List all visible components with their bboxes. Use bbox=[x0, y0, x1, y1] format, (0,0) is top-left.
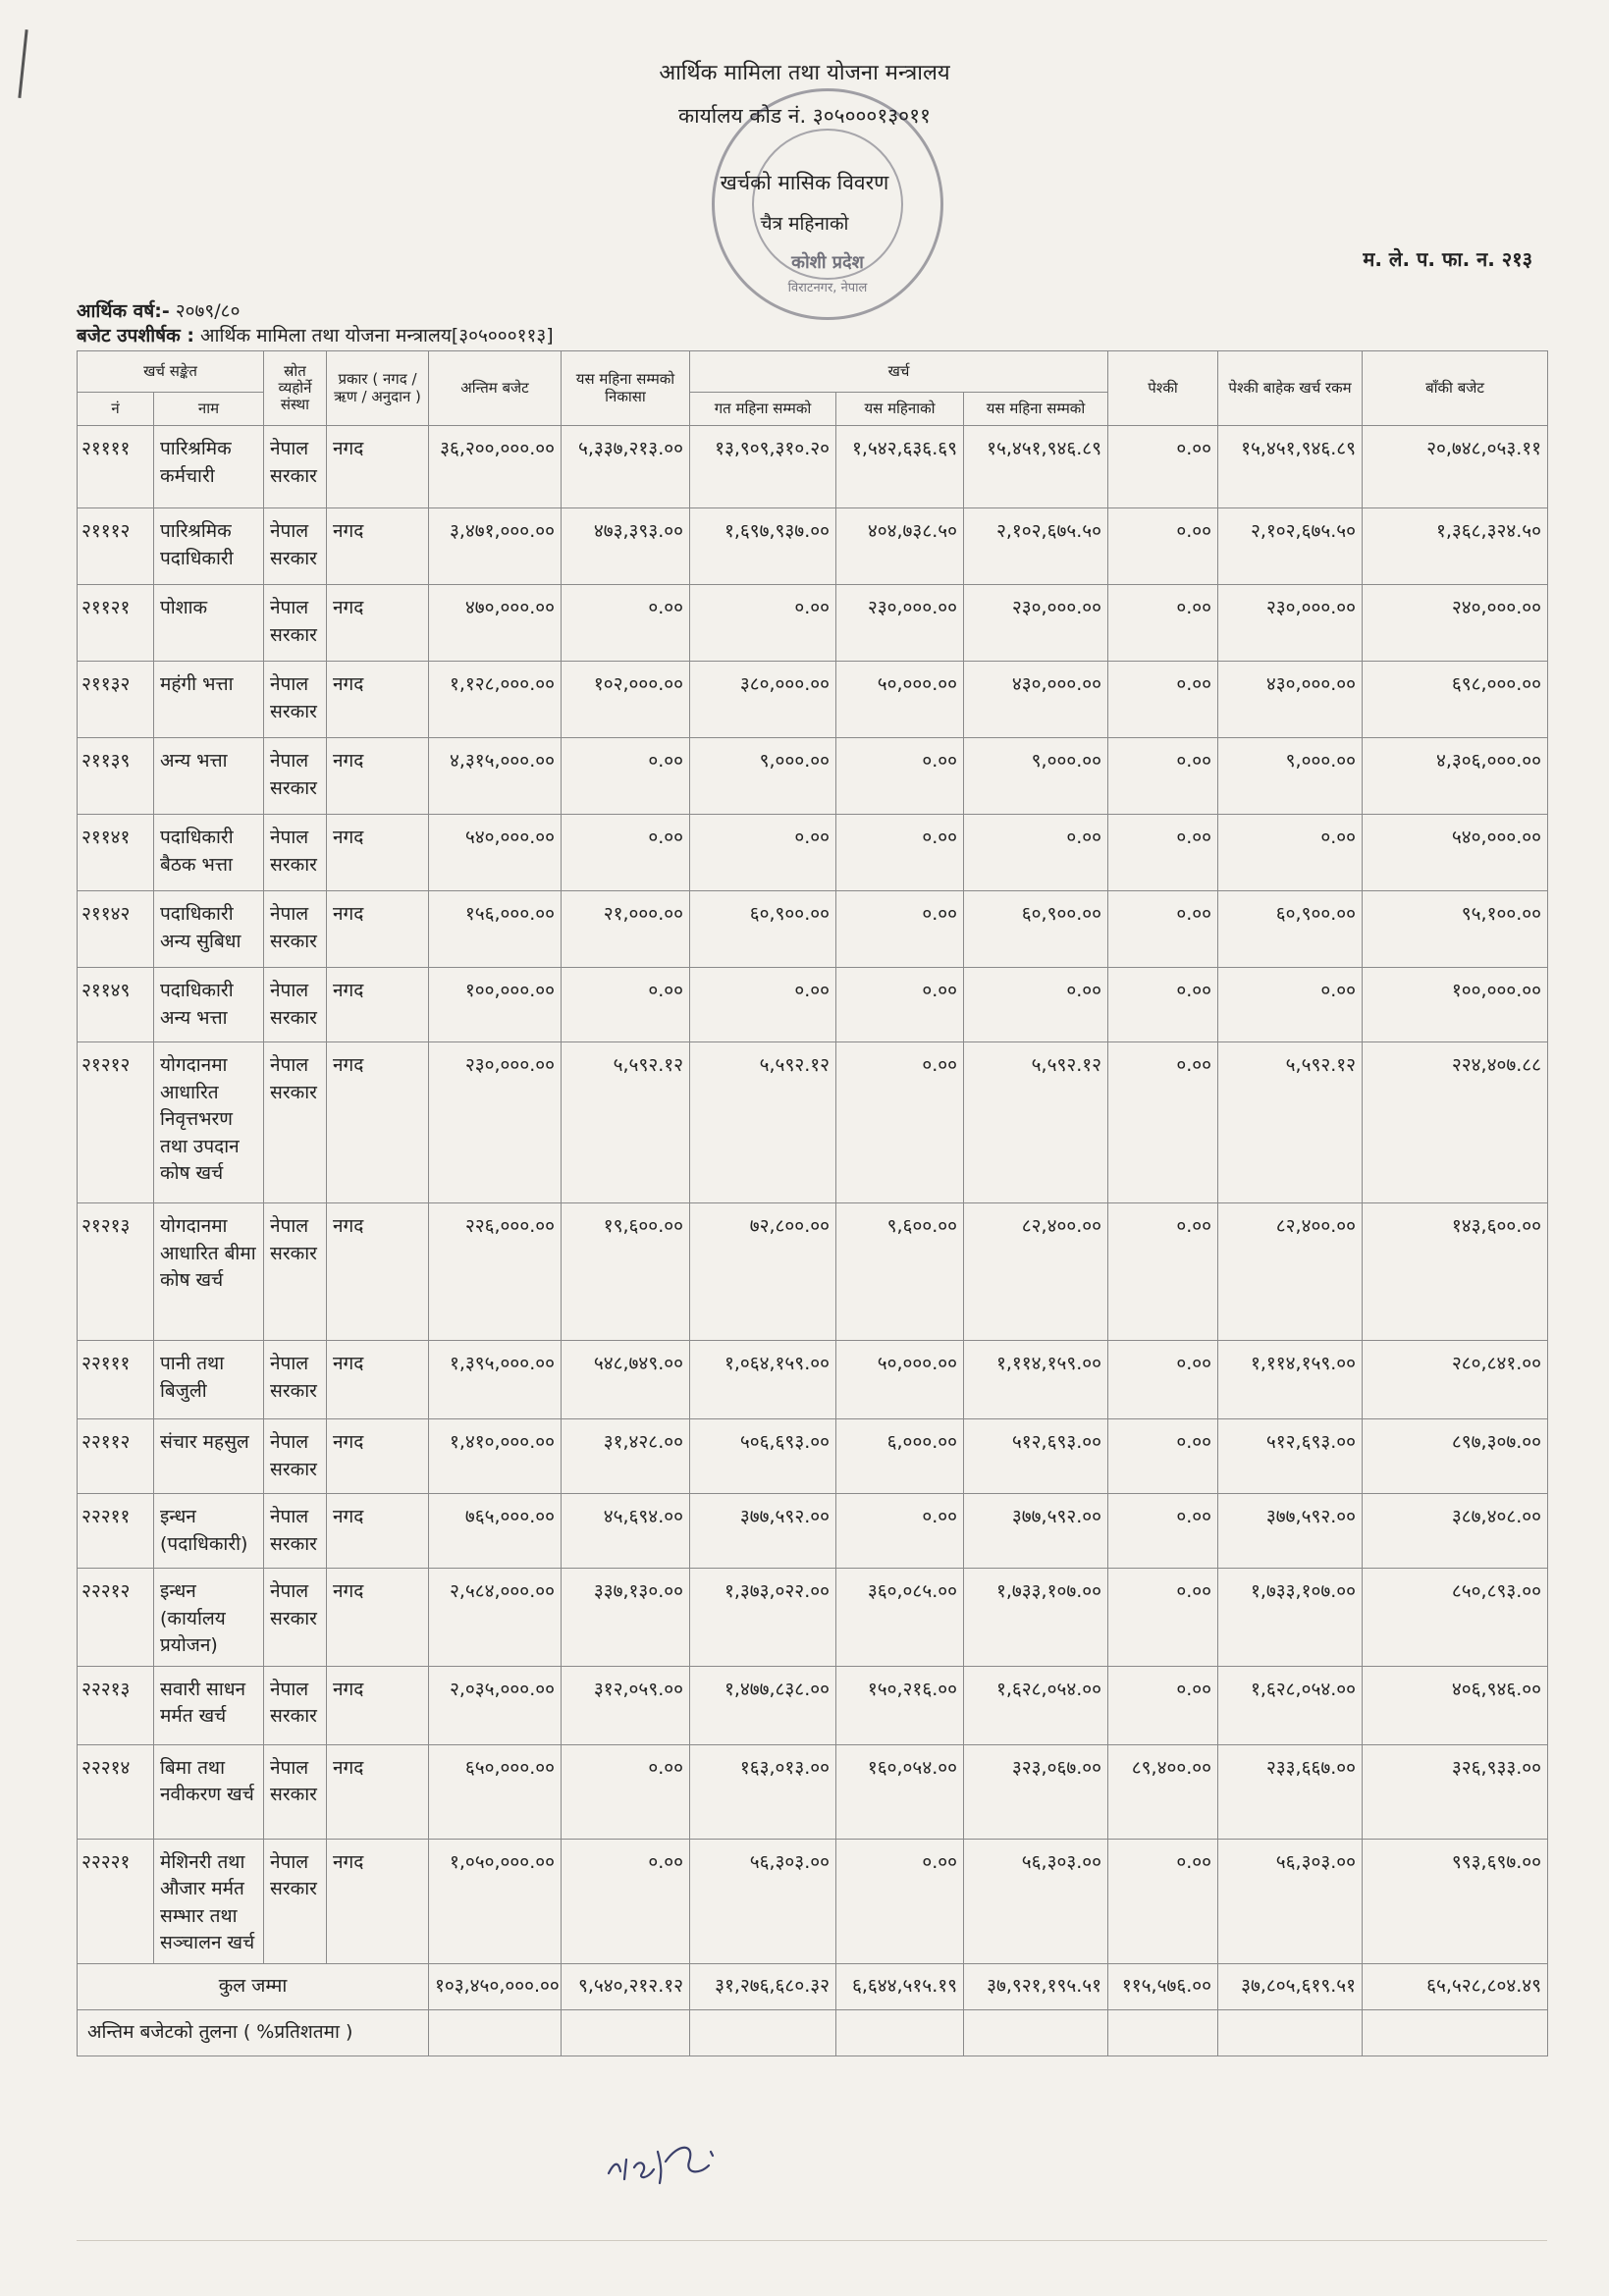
table-row bbox=[78, 1569, 1548, 1667]
row-advance: ०.०० bbox=[1108, 662, 1218, 738]
col-expense-head: खर्च सङ्केत bbox=[78, 351, 264, 393]
row-remaining: ८९७,३०७.०० bbox=[1363, 1419, 1548, 1494]
budget-subheading-value: आर्थिक मामिला तथा योजना मन्त्रालय[३०५०००११३] bbox=[200, 325, 554, 347]
row-code: २२२११ bbox=[78, 1494, 154, 1569]
row-name: पदाधिकारी अन्य भत्ता bbox=[154, 968, 264, 1042]
row-final-budget: १५६,०००.०० bbox=[429, 891, 562, 968]
row-source: नेपाल सरकार bbox=[264, 1494, 327, 1569]
row-name: इन्धन (कार्यालय प्रयोजन) bbox=[154, 1569, 264, 1667]
row-advance: ०.०० bbox=[1108, 1494, 1218, 1569]
row-this-month: १५०,२१६.०० bbox=[836, 1666, 964, 1744]
row-code: २२२१२ bbox=[78, 1569, 154, 1667]
row-cumulative: १,६२८,०५४.०० bbox=[964, 1666, 1108, 1744]
row-source: नेपाल सरकार bbox=[264, 1839, 327, 1963]
row-remaining: ८५०,८९३.०० bbox=[1363, 1569, 1548, 1667]
row-type: नगद bbox=[327, 1203, 429, 1341]
table-row bbox=[78, 585, 1548, 662]
row-prev-month: १३,९०९,३१०.२० bbox=[690, 426, 836, 508]
table-row bbox=[78, 968, 1548, 1042]
row-this-month: ०.०० bbox=[836, 968, 964, 1042]
row-released: २१,०००.०० bbox=[562, 891, 690, 968]
budget-subheading-label: बजेट उपशीर्षक : bbox=[77, 325, 194, 347]
row-advance: ०.०० bbox=[1108, 1569, 1218, 1667]
row-prev-month: ५,५९२.१२ bbox=[690, 1042, 836, 1203]
row-code: २१२१२ bbox=[78, 1042, 154, 1203]
row-source: नेपाल सरकार bbox=[264, 508, 327, 585]
ministry-name: आर्थिक मामिला तथा योजना मन्त्रालय bbox=[659, 61, 950, 85]
table-row bbox=[78, 1666, 1548, 1744]
row-released: ५,३३७,२१३.०० bbox=[562, 426, 690, 508]
row-released: ०.०० bbox=[562, 815, 690, 891]
row-this-month: ०.०० bbox=[836, 891, 964, 968]
row-type: नगद bbox=[327, 1419, 429, 1494]
budget-subheading-line bbox=[77, 322, 554, 347]
row-prev-month: ९,०००.०० bbox=[690, 738, 836, 815]
col-excl-advance: पेश्की बाहेक खर्च रकम bbox=[1218, 351, 1363, 426]
row-advance: ०.०० bbox=[1108, 1042, 1218, 1203]
row-this-month: ५०,०००.०० bbox=[836, 662, 964, 738]
table-row bbox=[78, 1494, 1548, 1569]
row-cumulative: ५१२,६९३.०० bbox=[964, 1419, 1108, 1494]
row-excl-advance: १,७३३,१०७.०० bbox=[1218, 1569, 1363, 1667]
col-type: प्रकार ( नगद / ऋण / अनुदान ) bbox=[327, 351, 429, 426]
row-remaining: ४०६,९४६.०० bbox=[1363, 1666, 1548, 1744]
row-final-budget: ३६,२००,०००.०० bbox=[429, 426, 562, 508]
col-advance: पेश्की bbox=[1108, 351, 1218, 426]
row-source: नेपाल सरकार bbox=[264, 426, 327, 508]
row-source: नेपाल सरकार bbox=[264, 1569, 327, 1667]
row-advance: ०.०० bbox=[1108, 891, 1218, 968]
row-name: पोशाक bbox=[154, 585, 264, 662]
col-prev-month: गत महिना सम्मको bbox=[690, 393, 836, 426]
col-no: नं bbox=[78, 393, 154, 426]
handwritten-signature bbox=[601, 2122, 748, 2191]
row-remaining: २८०,८४१.०० bbox=[1363, 1341, 1548, 1419]
table-row bbox=[78, 1839, 1548, 1963]
row-excl-advance: १५,४५१,९४६.८९ bbox=[1218, 426, 1363, 508]
row-excl-advance: १,११४,१५९.०० bbox=[1218, 1341, 1363, 1419]
row-advance: ०.०० bbox=[1108, 508, 1218, 585]
fiscal-year-value: २०७९/८० bbox=[175, 300, 241, 322]
row-source: नेपाल सरकार bbox=[264, 1744, 327, 1839]
comparison-cell bbox=[562, 2009, 690, 2056]
row-released: ४५,६९४.०० bbox=[562, 1494, 690, 1569]
row-excl-advance: २३३,६६७.०० bbox=[1218, 1744, 1363, 1839]
office-code: कार्यालय कोड नं. ३०५०००१३०११ bbox=[678, 104, 931, 128]
row-type: नगद bbox=[327, 968, 429, 1042]
row-final-budget: २२६,०००.०० bbox=[429, 1203, 562, 1341]
row-this-month: २३०,०००.०० bbox=[836, 585, 964, 662]
col-final-budget: अन्तिम बजेट bbox=[429, 351, 562, 426]
row-cumulative: ५,५९२.१२ bbox=[964, 1042, 1108, 1203]
row-final-budget: १,१२८,०००.०० bbox=[429, 662, 562, 738]
row-source: नेपाल सरकार bbox=[264, 1341, 327, 1419]
row-this-month: १,५४२,६३६.६९ bbox=[836, 426, 964, 508]
row-cumulative: ३२३,०६७.०० bbox=[964, 1744, 1108, 1839]
row-type: नगद bbox=[327, 508, 429, 585]
row-code: २११४२ bbox=[78, 891, 154, 968]
row-cumulative: २,१०२,६७५.५० bbox=[964, 508, 1108, 585]
row-cumulative: १,७३३,१०७.०० bbox=[964, 1569, 1108, 1667]
row-source: नेपाल सरकार bbox=[264, 968, 327, 1042]
comparison-cell bbox=[1218, 2009, 1363, 2056]
col-remaining: बाँकी बजेट bbox=[1363, 351, 1548, 426]
row-name: योगदानमा आधारित निवृत्तभरण तथा उपदान कोष खर्च bbox=[154, 1042, 264, 1203]
row-type: नगद bbox=[327, 1042, 429, 1203]
comparison-cell bbox=[964, 2009, 1108, 2056]
row-code: २२२२१ bbox=[78, 1839, 154, 1963]
row-released: ५,५९२.१२ bbox=[562, 1042, 690, 1203]
total-prev-month: ३१,२७६,६८०.३२ bbox=[690, 1963, 836, 2009]
row-prev-month: ५६,३०३.०० bbox=[690, 1839, 836, 1963]
row-type: नगद bbox=[327, 1569, 429, 1667]
row-excl-advance: २३०,०००.०० bbox=[1218, 585, 1363, 662]
row-code: २२२१३ bbox=[78, 1666, 154, 1744]
row-advance: ०.०० bbox=[1108, 738, 1218, 815]
row-excl-advance: ५६,३०३.०० bbox=[1218, 1839, 1363, 1963]
row-code: २११११ bbox=[78, 426, 154, 508]
row-code: २११३२ bbox=[78, 662, 154, 738]
row-name: संचार महसुल bbox=[154, 1419, 264, 1494]
row-this-month: ०.०० bbox=[836, 1494, 964, 1569]
fiscal-year-line bbox=[77, 297, 240, 323]
table-row bbox=[78, 1341, 1548, 1419]
row-advance: ८९,४००.०० bbox=[1108, 1744, 1218, 1839]
row-this-month: ४०४,७३८.५० bbox=[836, 508, 964, 585]
row-excl-advance: ०.०० bbox=[1218, 968, 1363, 1042]
row-type: नगद bbox=[327, 585, 429, 662]
row-final-budget: ३,४७१,०००.०० bbox=[429, 508, 562, 585]
row-name: पारिश्रमिक पदाधिकारी bbox=[154, 508, 264, 585]
row-code: २२२१४ bbox=[78, 1744, 154, 1839]
table-row bbox=[78, 1744, 1548, 1839]
row-cumulative: ०.०० bbox=[964, 815, 1108, 891]
row-cumulative: ०.०० bbox=[964, 968, 1108, 1042]
row-name: पारिश्रमिक कर्मचारी bbox=[154, 426, 264, 508]
row-remaining: २२४,४०७.८८ bbox=[1363, 1042, 1548, 1203]
row-remaining: ५४०,०००.०० bbox=[1363, 815, 1548, 891]
expense-rows bbox=[78, 426, 1548, 1964]
row-cumulative: ८२,४००.०० bbox=[964, 1203, 1108, 1341]
row-source: नेपाल सरकार bbox=[264, 1666, 327, 1744]
row-source: नेपाल सरकार bbox=[264, 1203, 327, 1341]
row-name: महंगी भत्ता bbox=[154, 662, 264, 738]
row-final-budget: १,३९५,०००.०० bbox=[429, 1341, 562, 1419]
row-final-budget: १००,०००.०० bbox=[429, 968, 562, 1042]
row-excl-advance: ६०,९००.०० bbox=[1218, 891, 1363, 968]
row-type: नगद bbox=[327, 1744, 429, 1839]
row-advance: ०.०० bbox=[1108, 426, 1218, 508]
row-released: ३३७,१३०.०० bbox=[562, 1569, 690, 1667]
row-prev-month: १,०६४,१५९.०० bbox=[690, 1341, 836, 1419]
row-final-budget: ४७०,०००.०० bbox=[429, 585, 562, 662]
row-remaining: ३२६,९३३.०० bbox=[1363, 1744, 1548, 1839]
row-this-month: १६०,०५४.०० bbox=[836, 1744, 964, 1839]
table-row bbox=[78, 738, 1548, 815]
row-final-budget: ६५०,०००.०० bbox=[429, 1744, 562, 1839]
row-released: ०.०० bbox=[562, 1839, 690, 1963]
row-prev-month: १,४७७,८३८.०० bbox=[690, 1666, 836, 1744]
expense-table bbox=[77, 350, 1548, 2056]
total-final-budget: १०३,४५०,०००.०० bbox=[429, 1963, 562, 2009]
row-source: नेपाल सरकार bbox=[264, 815, 327, 891]
seal-text-sub: विराटनगर, नेपाल bbox=[787, 281, 868, 295]
table-row bbox=[78, 891, 1548, 968]
row-remaining: ९५,१००.०० bbox=[1363, 891, 1548, 968]
row-advance: ०.०० bbox=[1108, 1666, 1218, 1744]
row-prev-month: ०.०० bbox=[690, 585, 836, 662]
row-type: नगद bbox=[327, 1341, 429, 1419]
row-source: नेपाल सरकार bbox=[264, 662, 327, 738]
row-remaining: ४,३०६,०००.०० bbox=[1363, 738, 1548, 815]
row-prev-month: १६३,०१३.०० bbox=[690, 1744, 836, 1839]
row-remaining: २४०,०००.०० bbox=[1363, 585, 1548, 662]
comparison-cell bbox=[1108, 2009, 1218, 2056]
row-released: १९,६००.०० bbox=[562, 1203, 690, 1341]
row-name: मेशिनरी तथा औजार मर्मत सम्भार तथा सञ्चालन खर्च bbox=[154, 1839, 264, 1963]
row-excl-advance: ८२,४००.०० bbox=[1218, 1203, 1363, 1341]
row-remaining: ६९८,०००.०० bbox=[1363, 662, 1548, 738]
row-this-month: ३६०,०८५.०० bbox=[836, 1569, 964, 1667]
total-remaining: ६५,५२८,८०४.४९ bbox=[1363, 1963, 1548, 2009]
total-row bbox=[78, 1963, 1548, 2009]
row-source: नेपाल सरकार bbox=[264, 738, 327, 815]
comparison-cell bbox=[1363, 2009, 1548, 2056]
row-final-budget: ७६५,०००.०० bbox=[429, 1494, 562, 1569]
row-name: पानी तथा बिजुली bbox=[154, 1341, 264, 1419]
row-name: पदाधिकारी बैठक भत्ता bbox=[154, 815, 264, 891]
row-released: ०.०० bbox=[562, 585, 690, 662]
row-prev-month: ०.०० bbox=[690, 815, 836, 891]
row-excl-advance: २,१०२,६७५.५० bbox=[1218, 508, 1363, 585]
row-type: नगद bbox=[327, 426, 429, 508]
row-cumulative: ६०,९००.०० bbox=[964, 891, 1108, 968]
col-source: स्रोत व्यहोर्ने संस्था bbox=[264, 351, 327, 426]
col-this-month: यस महिनाको bbox=[836, 393, 964, 426]
total-advance: ११५,५७६.०० bbox=[1108, 1963, 1218, 2009]
table-row bbox=[78, 815, 1548, 891]
row-advance: ०.०० bbox=[1108, 968, 1218, 1042]
total-released: ९,५४०,२१२.१२ bbox=[562, 1963, 690, 2009]
row-excl-advance: ४३०,०००.०० bbox=[1218, 662, 1363, 738]
row-advance: ०.०० bbox=[1108, 1203, 1218, 1341]
row-advance: ०.०० bbox=[1108, 1419, 1218, 1494]
row-cumulative: १५,४५१,९४६.८९ bbox=[964, 426, 1108, 508]
comparison-cell bbox=[690, 2009, 836, 2056]
row-type: नगद bbox=[327, 815, 429, 891]
comparison-label: अन्तिम बजेटको तुलना ( %प्रतिशतमा ) bbox=[78, 2009, 429, 2056]
row-excl-advance: ९,०००.०० bbox=[1218, 738, 1363, 815]
fiscal-year-label: आर्थिक वर्ष:- bbox=[77, 300, 170, 322]
row-code: २११३९ bbox=[78, 738, 154, 815]
row-excl-advance: ५,५९२.१२ bbox=[1218, 1042, 1363, 1203]
row-source: नेपाल सरकार bbox=[264, 1042, 327, 1203]
table-row bbox=[78, 1203, 1548, 1341]
row-released: १०२,०००.०० bbox=[562, 662, 690, 738]
document-header bbox=[0, 57, 1609, 236]
row-this-month: ६,०००.०० bbox=[836, 1419, 964, 1494]
row-this-month: ५०,०००.०० bbox=[836, 1341, 964, 1419]
row-cumulative: ४३०,०००.०० bbox=[964, 662, 1108, 738]
row-remaining: १००,०००.०० bbox=[1363, 968, 1548, 1042]
row-released: ०.०० bbox=[562, 1744, 690, 1839]
row-final-budget: १,०५०,०००.०० bbox=[429, 1839, 562, 1963]
comparison-row bbox=[78, 2009, 1548, 2056]
row-code: २२११२ bbox=[78, 1419, 154, 1494]
row-type: नगद bbox=[327, 1494, 429, 1569]
report-title: खर्चको मासिक विवरण bbox=[720, 171, 889, 194]
row-excl-advance: ३७७,५९२.०० bbox=[1218, 1494, 1363, 1569]
row-prev-month: ७२,८००.०० bbox=[690, 1203, 836, 1341]
row-final-budget: २३०,०००.०० bbox=[429, 1042, 562, 1203]
row-released: ०.०० bbox=[562, 968, 690, 1042]
row-code: २११४१ bbox=[78, 815, 154, 891]
total-this-month: ६,६४४,५१५.१९ bbox=[836, 1963, 964, 2009]
row-cumulative: ३७७,५९२.०० bbox=[964, 1494, 1108, 1569]
row-cumulative: २३०,०००.०० bbox=[964, 585, 1108, 662]
row-source: नेपाल सरकार bbox=[264, 585, 327, 662]
row-advance: ०.०० bbox=[1108, 585, 1218, 662]
row-final-budget: ५४०,०००.०० bbox=[429, 815, 562, 891]
row-prev-month: ६०,९००.०० bbox=[690, 891, 836, 968]
col-cumulative: यस महिना सम्मको bbox=[964, 393, 1108, 426]
comparison-cell bbox=[429, 2009, 562, 2056]
row-released: ०.०० bbox=[562, 738, 690, 815]
row-type: नगद bbox=[327, 1839, 429, 1963]
row-excl-advance: ५१२,६९३.०० bbox=[1218, 1419, 1363, 1494]
col-released: यस महिना सम्मको निकासा bbox=[562, 351, 690, 426]
row-cumulative: ९,०००.०० bbox=[964, 738, 1108, 815]
row-excl-advance: ०.०० bbox=[1218, 815, 1363, 891]
row-advance: ०.०० bbox=[1108, 815, 1218, 891]
row-type: नगद bbox=[327, 1666, 429, 1744]
row-code: २१२१३ bbox=[78, 1203, 154, 1341]
row-code: २१११२ bbox=[78, 508, 154, 585]
table-row bbox=[78, 662, 1548, 738]
table-row bbox=[78, 426, 1548, 508]
row-advance: ०.०० bbox=[1108, 1839, 1218, 1963]
row-final-budget: २,०३५,०००.०० bbox=[429, 1666, 562, 1744]
page-bottom-rule bbox=[77, 2240, 1547, 2241]
row-type: नगद bbox=[327, 891, 429, 968]
total-cumulative: ३७,९२१,१९५.५१ bbox=[964, 1963, 1108, 2009]
row-prev-month: ३७७,५९२.०० bbox=[690, 1494, 836, 1569]
report-month: चैत्र महिनाको bbox=[760, 213, 849, 235]
row-code: २११२१ bbox=[78, 585, 154, 662]
row-prev-month: ३८०,०००.०० bbox=[690, 662, 836, 738]
total-label: कुल जम्मा bbox=[78, 1963, 429, 2009]
row-final-budget: ४,३१५,०००.०० bbox=[429, 738, 562, 815]
row-remaining: १४३,६००.०० bbox=[1363, 1203, 1548, 1341]
row-remaining: ९९३,६९७.०० bbox=[1363, 1839, 1548, 1963]
seal-text-main: कोशी प्रदेश bbox=[791, 252, 864, 273]
row-this-month: ०.०० bbox=[836, 1042, 964, 1203]
row-name: अन्य भत्ता bbox=[154, 738, 264, 815]
total-excl-advance: ३७,८०५,६१९.५१ bbox=[1218, 1963, 1363, 2009]
row-advance: ०.०० bbox=[1108, 1341, 1218, 1419]
row-cumulative: १,११४,१५९.०० bbox=[964, 1341, 1108, 1419]
row-remaining: १,३६८,३२४.५० bbox=[1363, 508, 1548, 585]
form-number: म. ले. प. फा. न. २१३ bbox=[1363, 247, 1532, 271]
row-name: सवारी साधन मर्मत खर्च bbox=[154, 1666, 264, 1744]
row-code: २२१११ bbox=[78, 1341, 154, 1419]
row-this-month: ०.०० bbox=[836, 815, 964, 891]
row-name: बिमा तथा नवीकरण खर्च bbox=[154, 1744, 264, 1839]
row-source: नेपाल सरकार bbox=[264, 1419, 327, 1494]
row-prev-month: १,३७३,०२२.०० bbox=[690, 1569, 836, 1667]
row-final-budget: १,४१०,०००.०० bbox=[429, 1419, 562, 1494]
row-name: इन्धन (पदाधिकारी) bbox=[154, 1494, 264, 1569]
row-released: ३१,४२८.०० bbox=[562, 1419, 690, 1494]
row-prev-month: ५०६,६९३.०० bbox=[690, 1419, 836, 1494]
row-this-month: ९,६००.०० bbox=[836, 1203, 964, 1341]
table-row bbox=[78, 508, 1548, 585]
row-cumulative: ५६,३०३.०० bbox=[964, 1839, 1108, 1963]
row-final-budget: २,५८४,०००.०० bbox=[429, 1569, 562, 1667]
row-prev-month: १,६९७,९३७.०० bbox=[690, 508, 836, 585]
row-this-month: ०.०० bbox=[836, 738, 964, 815]
col-name: नाम bbox=[154, 393, 264, 426]
row-excl-advance: १,६२८,०५४.०० bbox=[1218, 1666, 1363, 1744]
row-name: योगदानमा आधारित बीमा कोष खर्च bbox=[154, 1203, 264, 1341]
row-released: ४७३,३९३.०० bbox=[562, 508, 690, 585]
table-row bbox=[78, 1042, 1548, 1203]
row-remaining: ३८७,४०८.०० bbox=[1363, 1494, 1548, 1569]
table-row bbox=[78, 1419, 1548, 1494]
row-type: नगद bbox=[327, 662, 429, 738]
row-type: नगद bbox=[327, 738, 429, 815]
comparison-cell bbox=[836, 2009, 964, 2056]
row-this-month: ०.०० bbox=[836, 1839, 964, 1963]
row-released: ५४८,७४९.०० bbox=[562, 1341, 690, 1419]
row-source: नेपाल सरकार bbox=[264, 891, 327, 968]
row-name: पदाधिकारी अन्य सुबिधा bbox=[154, 891, 264, 968]
row-prev-month: ०.०० bbox=[690, 968, 836, 1042]
col-expense: खर्च bbox=[690, 351, 1108, 393]
row-released: ३१२,०५९.०० bbox=[562, 1666, 690, 1744]
row-code: २११४९ bbox=[78, 968, 154, 1042]
row-remaining: २०,७४८,०५३.११ bbox=[1363, 426, 1548, 508]
